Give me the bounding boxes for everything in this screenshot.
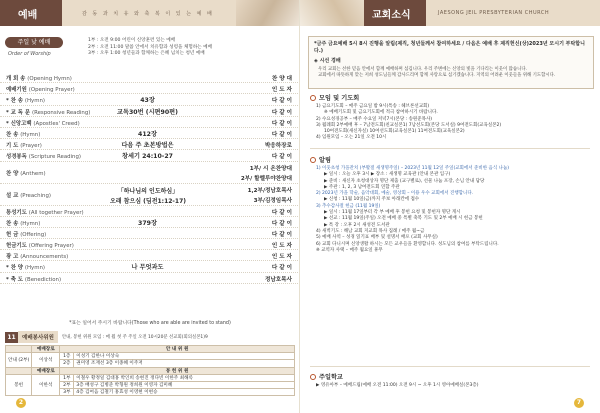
- worship-badge-en: Order of Worship: [8, 51, 51, 57]
- list-item: ▶ 특 강 : 오후 2시 새성전 도서관: [324, 222, 390, 228]
- list-item: 4) 임원모임 – 오는 21일 오전 10시: [316, 135, 387, 141]
- notice-list: [316, 166, 596, 254]
- order-label-en: (Offering Prayer): [28, 243, 74, 250]
- section-meetings: [310, 93, 359, 102]
- order-leader: 다 같 이: [271, 98, 292, 105]
- order-leader: 찬 양 대: [271, 76, 292, 82]
- table-cell: 이상석: [32, 353, 60, 367]
- order-label-en: (Hymn): [24, 265, 46, 272]
- order-label: 헌 금: [6, 231, 19, 238]
- divider: [310, 366, 590, 367]
- service-time-1: 1부 : 오전 9:00 어린이 신앙훈련 있는 예배: [88, 38, 176, 43]
- table-header: 예배장로: [32, 346, 60, 353]
- table-row: [6, 367, 295, 374]
- table-cell: 권미영 조재선 3층 이종혜 이주저: [74, 360, 295, 367]
- order-of-worship: [0, 72, 300, 284]
- table-cell: 안내 (2부): [6, 353, 32, 367]
- list-item: ▶ 선교 : 11월 19일(주일) 오전 예배 중 특별 축복 기도 및 2부 예배 시 헌금 봉헌: [324, 216, 483, 222]
- order-row: [0, 72, 300, 83]
- anthem-choir-1: 1부/ 시 온찬양대: [249, 165, 292, 172]
- order-label-en: (Benediction): [24, 276, 62, 283]
- prayer-list: [316, 104, 596, 142]
- order-leader: 다 같 이: [271, 231, 292, 238]
- list-item: ▶ 일시 : 오늘 오후 3시 ▶ 장소 : 새생명 교육관 (안내 본관 입구): [324, 172, 451, 178]
- order-row: [0, 273, 300, 284]
- order-content: 창세기 24:10-27: [122, 153, 173, 161]
- table-cell: 3층 배성구 김병준 박형원 정희원 이영자 김미혜: [74, 381, 295, 388]
- list-item: ▶ 일시 : 11월 17일부터 각 부 예배 후 봉헌 요청 및 봉헌자 명단 게시: [324, 210, 461, 216]
- section-title: 알림: [319, 157, 331, 164]
- order-label: 광 고: [6, 254, 19, 261]
- standing-note: *표는 일어서 주시기 바랍니다(Those who are able are invited to stand): [69, 321, 231, 326]
- order-row: [0, 106, 300, 117]
- list-item: ▶ 영유아부 – 예배드림(예배 오전 11:00) 오전 9시 ~ 오후 1시 영아예배실(본3층): [316, 383, 479, 388]
- order-leader: 인 도 자: [271, 87, 292, 94]
- sermon-preacher-1: 1,2부/정남호목사: [247, 187, 292, 194]
- page-number-right: 7: [574, 398, 584, 408]
- table-header: 안 내 위 원: [60, 346, 295, 353]
- table-header: 예배장로: [32, 367, 60, 374]
- service-committee-table: [5, 345, 295, 396]
- order-label-en: (Prayer): [20, 143, 42, 150]
- table-cell: 봉헌: [6, 374, 32, 396]
- header-photo: [300, 0, 364, 26]
- list-item: 2) 수요성경공부 – 매주 수요일 저녁7시(본당 : 송원준목사): [316, 116, 433, 122]
- header-photo: [236, 0, 300, 26]
- list-item: 3) 월례회 2부예배 후 – 7남전도회(친교실본1) 7남선도회(본당 도서실) 9여전도회(교육실본2): [316, 122, 502, 128]
- order-row: [0, 250, 300, 261]
- list-item: ▶ 주관 : 1, 2, 3 남여전도회 연합 주관: [324, 184, 400, 190]
- service-times: [88, 38, 212, 58]
- order-label: 성경봉독: [6, 154, 27, 161]
- notice-body: [314, 67, 588, 80]
- anthem-label: 찬 양: [6, 170, 19, 177]
- left-header-subtitle: 감 동 과 치 유 와 축 복 이 있 는 예 배: [62, 0, 236, 26]
- order-label: 찬 송: [6, 131, 19, 138]
- school-list: [316, 383, 596, 389]
- notice-line: 교회에서 따뜻하게 맞는 저희 성도님들께 감사드리며 함께 사랑으로 섬기겠습니다. 지역의 어려운 이웃들을 위해 기도합시다.: [318, 73, 556, 79]
- order-label-en: (Opening Hymn): [27, 76, 72, 82]
- table-cell: 1부: [60, 374, 74, 381]
- order-row: [0, 206, 300, 217]
- order-leader: 다 같 이: [271, 220, 292, 227]
- order-leader: 다 같 이: [271, 131, 292, 138]
- service-time-2: 2부 : 오전 11:00 말씀 안에서 치유함과 성령을 체험하는 예배: [88, 44, 213, 50]
- order-leader: 다 같 이: [271, 120, 292, 127]
- right-page: [300, 0, 600, 413]
- list-item: 1) 금요기도회 – 매주 금요일 밤 9시(특송 : 헤브론선교회): [316, 104, 430, 109]
- section-title: 모임 및 기도회: [319, 95, 360, 102]
- table-cell: [6, 367, 32, 374]
- notice-box: [308, 36, 594, 89]
- order-label-en: (Hymn): [24, 98, 46, 105]
- service-time-3: 3부 : 오후 1:00 청년들과 함께하는 은혜 넘치는 청년 예배: [88, 51, 205, 57]
- sermon-preacher-2: 3부/김정임목사: [253, 197, 292, 204]
- order-label: 찬 송: [6, 220, 19, 227]
- order-leader: 다 같 이: [271, 209, 292, 216]
- order-label: * 찬 송: [6, 98, 23, 105]
- list-item: 6) 교회 다니시며 신앙생활 하시는 모든 교우들을 환영합니다. 성도님의 참여를 부탁드립니다.: [316, 241, 499, 247]
- service-committee-number: 11: [5, 332, 18, 343]
- order-label-en: (Hymn): [20, 220, 41, 227]
- section-sunday-school: [310, 372, 343, 381]
- table-cell: 이한석: [32, 374, 60, 396]
- sermon-label: 설 교: [6, 192, 19, 199]
- order-leader: 다 같 이: [271, 109, 292, 116]
- table-cell: 3부: [60, 389, 74, 396]
- order-label-en: (Offering): [20, 231, 47, 238]
- order-label: 통성기도: [6, 209, 27, 216]
- left-header-title: 예배: [0, 0, 62, 26]
- notice-line: 우리 교회는 선한 믿음 안에서 함께 예배하며 섬깁니다. 우리 주변에는 신앙의 빛을 기다리는 이웃이 많습니다.: [318, 67, 527, 72]
- order-content: 다음 주 초본방법은: [121, 142, 174, 150]
- sermon-row: [0, 184, 300, 206]
- order-row: [0, 239, 300, 250]
- service-committee-desc: 안내, 봉헌 위원 모임 : 매 월 첫 주 주일 오전 10시20분 선교회(회의실본1)9: [61, 335, 208, 340]
- order-leader: 다 같 이: [271, 265, 292, 272]
- order-row: [0, 128, 300, 139]
- order-label-en: (Hymn): [20, 131, 41, 138]
- order-label: * 교 독 문: [6, 109, 31, 116]
- notice-top: *금주 금요예배 5시 8시 진행을 알림(제직, 청년들께서 참여하세요 / 다음은 예배 후 제직헌신(상)2023년 모시기 부탁합니다.): [314, 41, 585, 54]
- order-leader: 정남호목사: [264, 276, 292, 283]
- order-content: 379장: [138, 219, 157, 227]
- right-header: [300, 0, 600, 26]
- order-leader: 인 도 자: [271, 243, 292, 250]
- order-row: [0, 261, 300, 272]
- list-item: ※ 예배기도회 및 금요기도회에 적극 참여하시기 바랍니다.: [324, 110, 438, 116]
- order-content: 나 무엇과도: [131, 264, 164, 272]
- table-cell: 4층 김여음 김철기 홍효성 이영현 이현승: [74, 389, 295, 396]
- table-row: [6, 346, 295, 353]
- list-item: 10여전도회(새신자실) 10여선도회(교육실본1) 11여전도회(교육실본2): [324, 129, 465, 135]
- table-cell: 2층: [60, 360, 74, 367]
- service-committee-title: 예배봉사위원: [18, 331, 58, 343]
- order-leader: 다 같 이: [271, 154, 292, 161]
- list-item: 2) 2023년 가을 학술, 음악대회, 예술, 영상회 – 이용 우수 교회에서 진행합니다.: [316, 191, 474, 197]
- left-header: [0, 0, 300, 26]
- order-label: 예배기원: [6, 87, 27, 94]
- divider: [310, 148, 590, 149]
- order-content: 412장: [138, 130, 157, 138]
- anthem-row: [0, 162, 300, 184]
- order-row: [0, 217, 300, 228]
- table-cell: 이철우 황정일 김대홍 박인희 송현진 정다빈 이한주 최해록: [74, 374, 295, 381]
- table-header: 봉 헌 위 원: [60, 367, 295, 374]
- page-number-left: 2: [16, 398, 26, 408]
- order-row: [0, 139, 300, 150]
- sermon-scripture: 오래 참으심 (딤전1:12-17): [110, 197, 186, 205]
- list-item: 5) 예배 사역 – 성경 읽기표 배부 및 설명서 배포 (교회 사무실): [316, 235, 438, 241]
- list-item: 1) 이웃초청 가을잔치 (부활절 새생명주일) – 2023년 11월 12일 주일(교회에서 준비한 음식 나눔): [316, 166, 510, 171]
- section-notices: [310, 155, 331, 164]
- order-label: * 찬 양: [6, 265, 23, 272]
- table-cell: 1층: [60, 353, 74, 360]
- right-header-title: 교회소식: [364, 0, 426, 26]
- anthem-choir-2: 2부/ 할렐루야찬양대: [240, 175, 292, 182]
- order-leader: 박응하장로: [264, 143, 292, 150]
- order-leader: 인 도 자: [271, 254, 292, 261]
- order-content: 43장: [140, 97, 155, 105]
- notice-title: ◈ 시선 경배: [314, 58, 341, 64]
- list-item: ▶ 준비 : 새신자 초청대상자 명단 제출 (교구별로), 선물 나눔 포장, 손님 안내 담당: [324, 178, 485, 184]
- order-label: 개 회 송: [6, 76, 26, 82]
- order-label-en: (Opening Prayer): [28, 87, 75, 94]
- order-content: 교독30번 (시편90편): [117, 108, 178, 116]
- section-title: 주일학교: [319, 374, 343, 381]
- list-item: ▶ 신청 : 11월 10일(금)까지 주보 아래칸에 접수: [324, 197, 420, 203]
- order-label-en: (All together Prayer): [28, 209, 84, 216]
- table-cell: 2부: [60, 381, 74, 388]
- order-label: * 축 도: [6, 276, 23, 283]
- service-committee-header: [5, 331, 208, 343]
- order-label: 헌금기도: [6, 243, 27, 250]
- list-item: ※ 교역자 사택 – 매주 월요일 휴무: [316, 247, 383, 253]
- order-row: [0, 94, 300, 105]
- circle-bullet-icon: [310, 95, 316, 101]
- order-row: [0, 117, 300, 128]
- table-row: [6, 374, 295, 381]
- circle-bullet-icon: [310, 374, 316, 380]
- table-cell: 이성기 김한나 이상숙: [74, 353, 295, 360]
- order-label-en: (Scripture Reading): [28, 154, 82, 161]
- order-row: [0, 83, 300, 94]
- table-row: [6, 353, 295, 360]
- right-header-subtitle: JAESONG JEIL PRESBYTERIAN CHURCH: [426, 0, 600, 26]
- order-label-en: (Responsive Reading): [31, 109, 91, 116]
- order-label-en: (Announcements): [20, 254, 69, 261]
- table-cell: [6, 346, 32, 353]
- circle-bullet-icon: [310, 157, 316, 163]
- anthem-label-en: (Anthem): [20, 170, 46, 177]
- order-row: [0, 228, 300, 239]
- list-item: 4) 새벽기도 : 해남 교회 지교회 목사 집례 / 매주 월~금: [316, 228, 425, 234]
- sermon-label-en: (Preaching): [20, 192, 51, 199]
- worship-badge: 주일 낮 예배: [5, 37, 63, 48]
- order-label: * 신앙고백: [6, 120, 32, 127]
- order-label: 기 도: [6, 143, 19, 150]
- order-label-en: (Apostles' Creed): [33, 120, 80, 127]
- list-item: 3) 추수감사절 헌금 (11월 19일): [316, 203, 381, 209]
- order-row: [0, 150, 300, 161]
- sermon-title: 「하나님의 인도하심」: [117, 187, 179, 195]
